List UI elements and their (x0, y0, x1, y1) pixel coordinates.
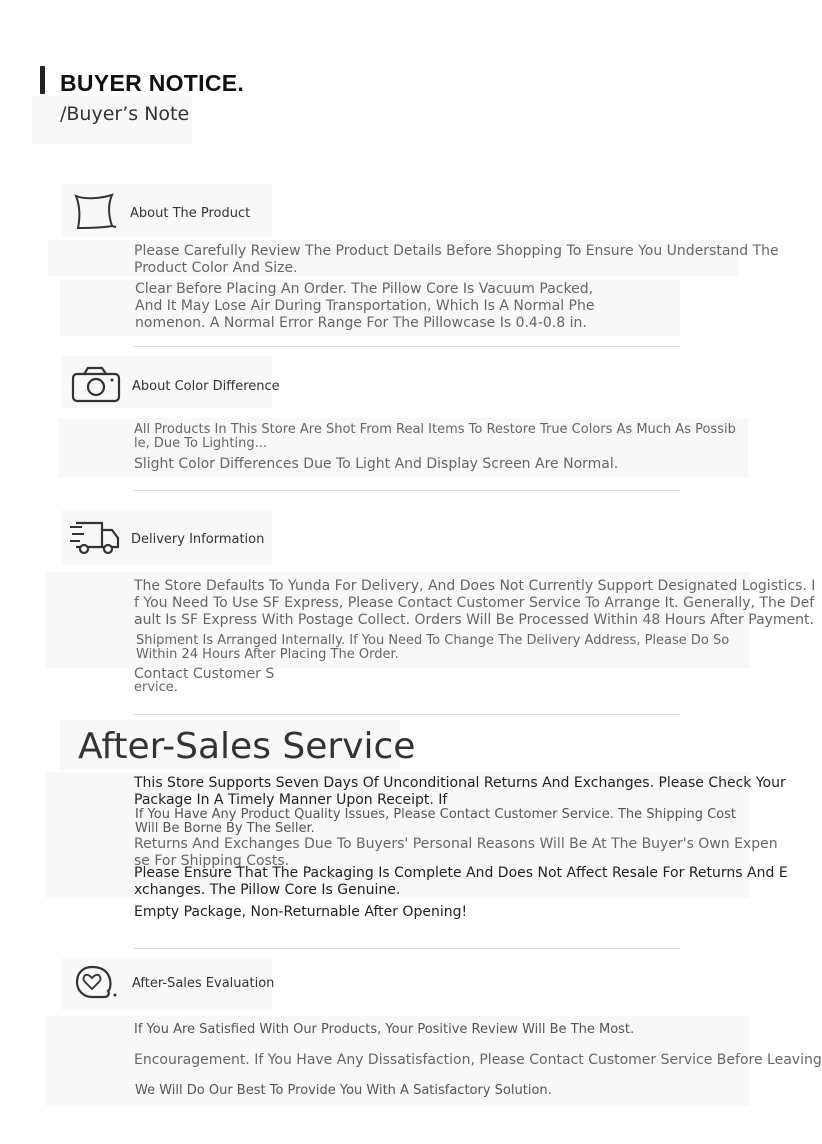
evaluation-paragraph-3: We Will Do Our Best To Provide You With A Satisfactory Solution. (135, 1083, 552, 1098)
aftersales-paragraph-1: This Store Supports Seven Days Of Unconditional Returns And Exchanges. Please Check Your Package In A Timely Manner Upon Receipt. If (134, 775, 786, 808)
camera-icon (70, 366, 124, 404)
section-title-product: About The Product (130, 206, 251, 221)
evaluation-paragraph-1: If You Are Satisfied With Our Products, Your Positive Review Will Be The Most. (134, 1022, 635, 1037)
section-title-evaluation: After-Sales Evaluation (132, 976, 275, 991)
page-title: BUYER NOTICE. (60, 70, 245, 96)
header-accent-bar (40, 66, 45, 94)
section-divider (134, 948, 680, 949)
aftersales-paragraph-2: If You Have Any Product Quality Issues, Please Contact Customer Service. The Shipping Cost Will Be Borne By The Seller. (135, 807, 737, 836)
section-divider (134, 346, 680, 347)
section-divider (134, 490, 680, 491)
page-subtitle: /Buyer’s Note (60, 103, 190, 125)
section-title-aftersales: After-Sales Service (78, 726, 416, 767)
heart-chat-icon (74, 964, 122, 1002)
frame-icon (72, 192, 118, 232)
product-paragraph-1: Please Carefully Review The Product Details Before Shopping To Ensure You Understand The Product Color And Size. (134, 243, 779, 276)
truck-icon (68, 520, 122, 556)
delivery-paragraph-3: Contact Customer S ervice. (134, 666, 275, 695)
aftersales-paragraph-4: Please Ensure That The Packaging Is Complete And Does Not Affect Resale For Returns And E xchanges. The Pillow Core Is Genuine. (134, 865, 788, 898)
product-paragraph-2: Clear Before Placing An Order. The Pillow Core Is Vacuum Packed, And It May Lose Air During Transportation, Which Is A Normal Phe nomenon. A Normal Error Range For The Pillowcase Is 0.4-0.8 in. (135, 281, 595, 331)
aftersales-paragraph-3: Returns And Exchanges Due To Buyers' Personal Reasons Will Be At The Buyer's Own Expen se For Shipping Costs. (134, 836, 778, 869)
section-title-color: About Color Difference (132, 379, 280, 394)
color-paragraph-1: All Products In This Store Are Shot From Real Items To Restore True Colors As Much As Possib le, Due To Lighting... (134, 422, 736, 451)
evaluation-paragraph-2: Encouragement. If You Have Any Dissatisfaction, Please Contact Customer Service Before Leaving (134, 1052, 822, 1068)
color-paragraph-2: Slight Color Differences Due To Light And Display Screen Are Normal. (134, 456, 619, 472)
aftersales-paragraph-5: Empty Package, Non-Returnable After Opening! (134, 904, 468, 920)
section-divider (134, 714, 680, 715)
delivery-paragraph-1: The Store Defaults To Yunda For Delivery, And Does Not Currently Support Designated Logistics. I f You Need To Use SF Express, Please Contact Customer Service To Arrange It. Generally, The Def ault Is SF Express With Postage Collect. Orders Will Be Processed Within 48 Hours After Payment. (134, 578, 816, 628)
delivery-paragraph-2: Shipment Is Arranged Internally. If You Need To Change The Delivery Address, Please Do So Within 24 Hours After Placing The Order. (136, 633, 730, 662)
section-title-delivery: Delivery Information (131, 532, 265, 547)
